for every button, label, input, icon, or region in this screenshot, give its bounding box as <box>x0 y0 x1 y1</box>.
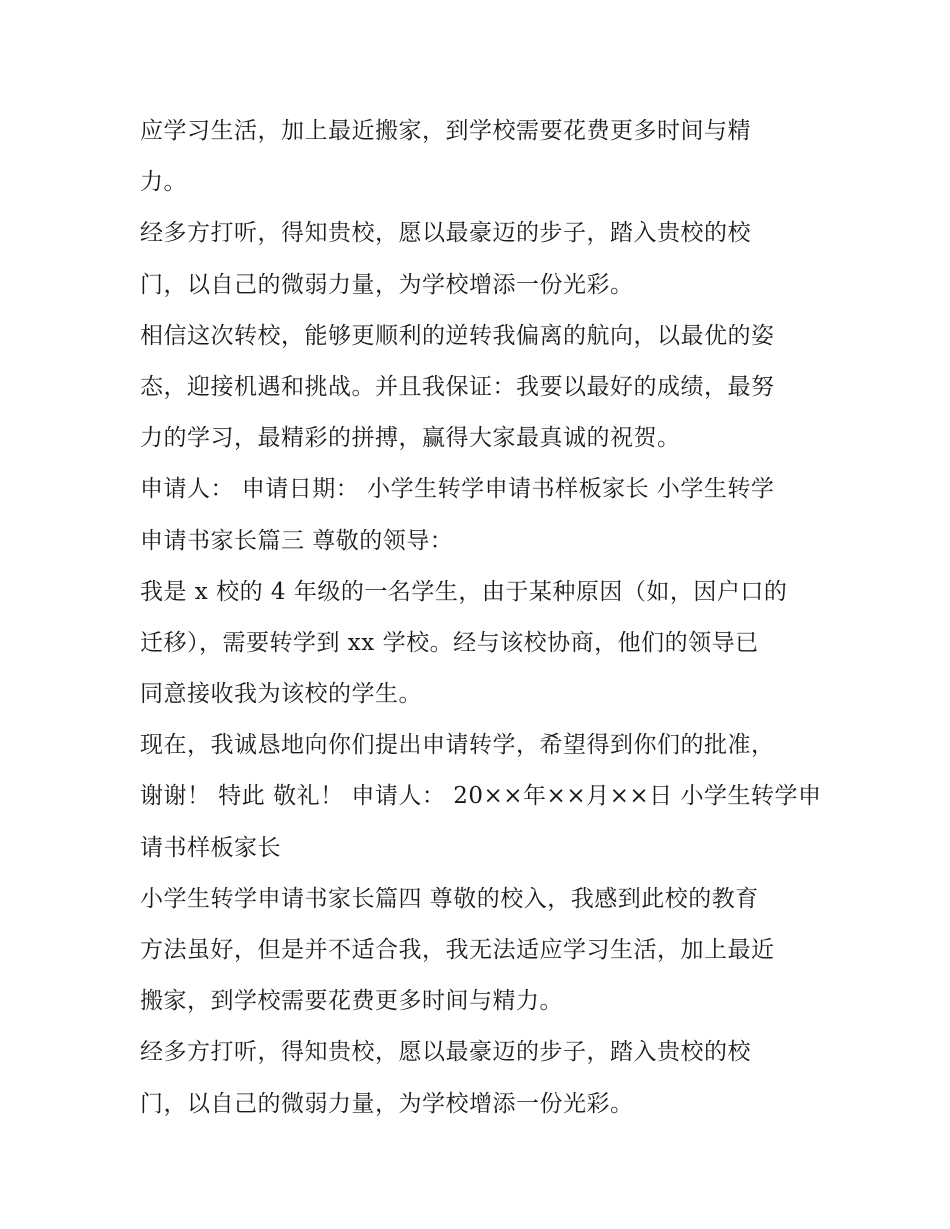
text-line: 申请人： 申请日期： 小学生转学申请书样板家长 小学生转学 <box>140 476 775 503</box>
document-body <box>140 106 820 1130</box>
text-line: 请书样板家长 <box>140 834 281 861</box>
text-line: 现在，我诚恳地向你们提出申请转学，希望得到你们的批准， <box>140 732 775 759</box>
text-line: 经多方打听，得知贵校，愿以最豪迈的步子，踏入贵校的校 <box>140 1039 751 1066</box>
text-line: 力的学习，最精彩的拼搏，赢得大家最真诚的祝贺。 <box>140 425 681 452</box>
text-line: 我是 x 校的 4 年级的一名学生，由于某种原因（如，因户口的 <box>140 578 788 605</box>
text-line: 态，迎接机遇和挑战。并且我保证：我要以最好的成绩，最努 <box>140 373 775 400</box>
text-line: 门，以自己的微弱力量，为学校增添一份光彩。 <box>140 271 634 298</box>
text-line: 同意接收我为该校的学生。 <box>140 681 422 708</box>
text-line: 申请书家长篇三 尊敬的领导： <box>140 527 454 554</box>
text-line: 谢谢！ 特此 敬礼！ 申请人： 20××年××月××日 小学生转学申 <box>140 783 822 810</box>
text-line: 搬家，到学校需要花费更多时间与精力。 <box>140 988 563 1015</box>
text-line: 迁移），需要转学到 xx 学校。经与该校协商，他们的领导已 <box>140 629 759 656</box>
text-line: 门，以自己的微弱力量，为学校增添一份光彩。 <box>140 1090 634 1117</box>
text-line: 相信这次转校，能够更顺利的逆转我偏离的航向，以最优的姿 <box>140 322 775 349</box>
text-line: 经多方打听，得知贵校，愿以最豪迈的步子，踏入贵校的校 <box>140 220 751 247</box>
text-line: 方法虽好，但是并不适合我，我无法适应学习生活，加上最近 <box>140 937 775 963</box>
text-line: 力。 <box>140 169 187 196</box>
text-line: 小学生转学申请书家长篇四 尊敬的校入，我感到此校的教育 <box>140 885 759 912</box>
text-line: 应学习生活，加上最近搬家，到学校需要花费更多时间与精 <box>140 118 751 144</box>
